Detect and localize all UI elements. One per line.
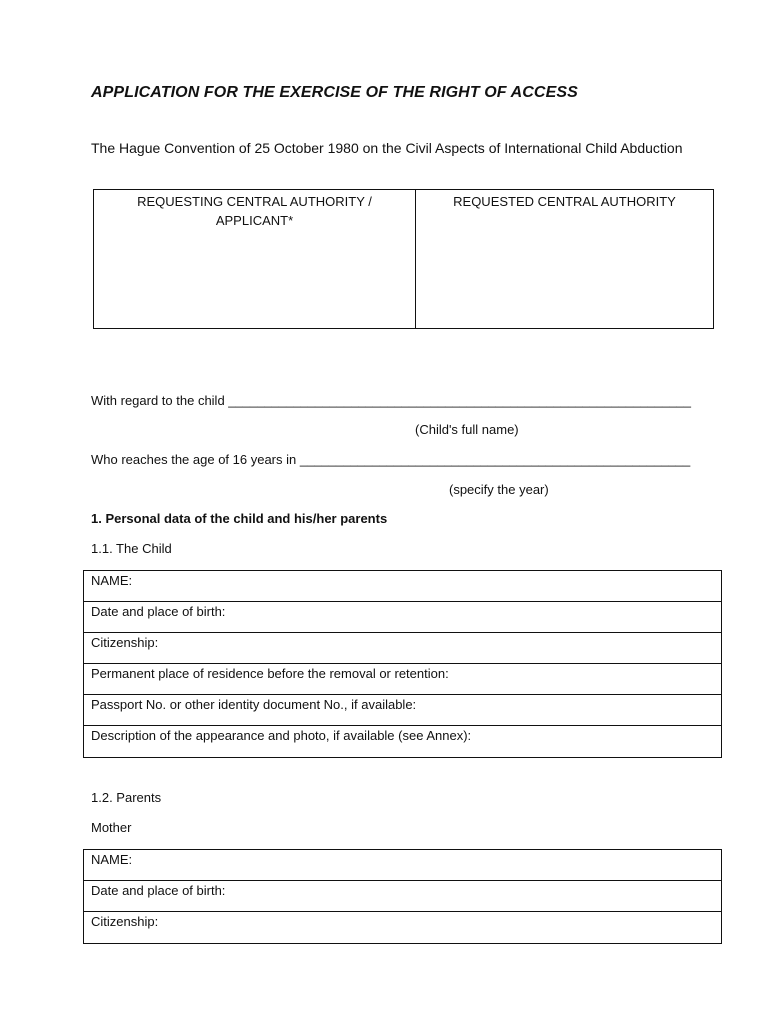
- mother-data-table: [83, 849, 722, 944]
- child-birth-row: Date and place of birth:: [84, 602, 721, 633]
- page-title: APPLICATION FOR THE EXERCISE OF THE RIGHT OF ACCESS: [91, 84, 578, 101]
- child-name-row: NAME:: [84, 571, 721, 602]
- age-16-line: Who reaches the age of 16 years in ______________________________________________________: [91, 452, 691, 467]
- parents-subheading: 1.2. Parents: [91, 790, 162, 805]
- section-1-heading: 1. Personal data of the child and his/her parents: [91, 511, 388, 526]
- mother-name-row: NAME:: [84, 850, 721, 881]
- mother-citizenship-row: Citizenship:: [91, 914, 159, 929]
- child-name-hint: (Child's full name): [415, 422, 519, 437]
- child-residence-row: Permanent place of residence before the removal or retention:: [84, 664, 721, 695]
- child-citizenship-row: Citizenship:: [84, 633, 721, 664]
- mother-birth-row: Date and place of birth:: [84, 881, 721, 912]
- convention-intro: The Hague Convention of 25 October 1980 on the Civil Aspects of International Child Abduction: [91, 140, 683, 156]
- authority-box: [93, 189, 714, 329]
- child-description-row: Description of the appearance and photo, if available (see Annex):: [91, 728, 472, 743]
- age-16-hint: (specify the year): [449, 482, 549, 497]
- child-subheading: 1.1. The Child: [91, 541, 172, 556]
- requesting-authority-cell: REQUESTING CENTRAL AUTHORITY / APPLICANT*: [94, 190, 416, 328]
- child-name-line: With regard to the child ________________________________________________________________: [91, 393, 692, 408]
- requested-authority-cell: REQUESTED CENTRAL AUTHORITY: [453, 194, 676, 209]
- child-passport-row: Passport No. or other identity document No., if available:: [84, 695, 721, 726]
- child-data-table: [83, 570, 722, 758]
- mother-label: Mother: [91, 820, 132, 835]
